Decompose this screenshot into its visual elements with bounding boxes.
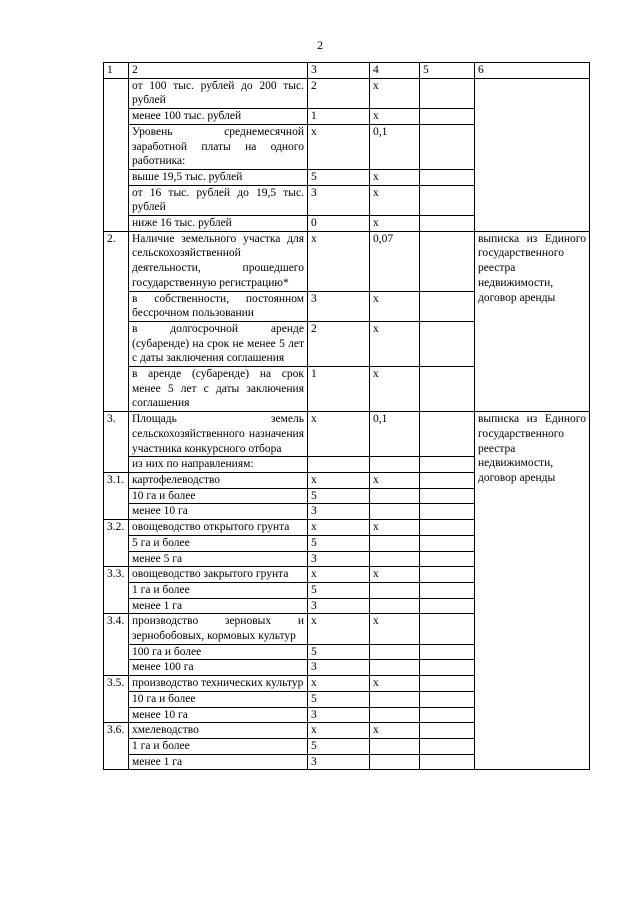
col5-cell [420,291,475,321]
row-number-cell: 3.6. [104,723,129,770]
weight-cell: х [370,109,420,125]
col5-cell [420,472,475,488]
row-number-cell: 3.2. [104,520,129,567]
criterion-cell: менее 1 га [129,754,308,770]
weight-cell [370,535,420,551]
table-row [104,78,590,108]
col5-cell [420,78,475,108]
points-cell: 3 [308,660,370,676]
points-cell: 3 [308,504,370,520]
criterion-cell: от 16 тыс. рублей до 19,5 тыс. рублей [129,185,308,215]
col5-cell [420,754,475,770]
criterion-cell: менее 10 га [129,707,308,723]
weight-cell: х [370,472,420,488]
points-cell: 0 [308,216,370,232]
criterion-cell: 5 га и более [129,535,308,551]
col5-cell [420,520,475,536]
col5-cell [420,231,475,291]
points-cell: 5 [308,535,370,551]
points-cell: 5 [308,691,370,707]
col5-cell [420,676,475,692]
col5-cell [420,723,475,739]
points-cell: 3 [308,598,370,614]
col-header-6: 6 [475,63,590,79]
col5-cell [420,367,475,412]
criterion-cell: хмелеводство [129,723,308,739]
points-cell: х [308,124,370,169]
points-cell: х [308,412,370,457]
weight-cell: х [370,321,420,366]
criterion-cell: 1 га и более [129,738,308,754]
row-number-cell: 3.4. [104,614,129,676]
col5-cell [420,582,475,598]
col5-cell [420,109,475,125]
col5-cell [420,707,475,723]
col5-cell [420,644,475,660]
col5-cell [420,124,475,169]
points-cell: х [308,567,370,583]
points-cell: х [308,231,370,291]
weight-cell [370,691,420,707]
header-row [104,63,590,79]
criterion-cell: менее 1 га [129,598,308,614]
weight-cell: х [370,367,420,412]
weight-cell: х [370,723,420,739]
document-cell: выписка из Единого государственного реестра недвижимости, договор аренды [475,231,590,411]
points-cell: 5 [308,488,370,504]
weight-cell: х [370,676,420,692]
points-cell: х [308,472,370,488]
row-number-cell: 2. [104,231,129,411]
weight-cell: х [370,520,420,536]
weight-cell: х [370,567,420,583]
weight-cell [370,644,420,660]
points-cell: 5 [308,738,370,754]
row-number-cell: 3. [104,412,129,473]
col5-cell [420,660,475,676]
criterion-cell: Наличие земельного участка для сельскохозяйственной деятельности, прошедшего государственную регистрацию* [129,231,308,291]
document-cell [475,78,590,231]
points-cell: 5 [308,582,370,598]
col-header-3: 3 [308,63,370,79]
col-header-4: 4 [370,63,420,79]
criterion-cell: 100 га и более [129,644,308,660]
row-number-cell [104,78,129,231]
col-header-5: 5 [420,63,475,79]
weight-cell: х [370,216,420,232]
points-cell: 3 [308,754,370,770]
criterion-cell: производство зерновых и зернобобовых, кормовых культур [129,614,308,644]
weight-cell: х [370,614,420,644]
col5-cell [420,321,475,366]
table-row [104,231,590,291]
points-cell: 1 [308,109,370,125]
weight-cell [370,598,420,614]
points-cell: 1 [308,367,370,412]
weight-cell: х [370,185,420,215]
weight-cell: х [370,169,420,185]
criterion-cell: Уровень среднемесячной заработной платы на одного работника: [129,124,308,169]
col5-cell [420,691,475,707]
col5-cell [420,185,475,215]
points-cell: 3 [308,291,370,321]
points-cell: 3 [308,551,370,567]
weight-cell: 0,1 [370,124,420,169]
col5-cell [420,598,475,614]
weight-cell [370,488,420,504]
document-cell: выписка из Единого государственного реестра недвижимости, договор аренды [475,412,590,770]
col5-cell [420,567,475,583]
col5-cell [420,504,475,520]
weight-cell: х [370,78,420,108]
col5-cell [420,551,475,567]
col5-cell [420,457,475,473]
col5-cell [420,614,475,644]
points-cell: х [308,520,370,536]
weight-cell [370,754,420,770]
criterion-cell: 10 га и более [129,691,308,707]
criterion-cell: в долгосрочной аренде (субаренде) на срок не менее 5 лет с даты заключения соглашения [129,321,308,366]
criterion-cell: менее 10 га [129,504,308,520]
weight-cell: х [370,291,420,321]
criterion-cell: овощеводство открытого грунта [129,520,308,536]
col5-cell [420,216,475,232]
criterion-cell: ниже 16 тыс. рублей [129,216,308,232]
page-number: 2 [317,38,323,52]
weight-cell [370,660,420,676]
points-cell: 3 [308,707,370,723]
criterion-cell: в собственности, постоянном бессрочном пользовании [129,291,308,321]
criterion-cell: из них по направлениям: [129,457,308,473]
criterion-cell: 10 га и более [129,488,308,504]
points-cell: 5 [308,644,370,660]
criterion-cell: менее 5 га [129,551,308,567]
col-header-1: 1 [104,63,129,79]
col5-cell [420,169,475,185]
weight-cell: 0,1 [370,412,420,457]
row-number-cell: 3.5. [104,676,129,723]
points-cell: х [308,676,370,692]
criterion-cell: от 100 тыс. рублей до 200 тыс. рублей [129,78,308,108]
table-row [104,412,590,457]
weight-cell [370,551,420,567]
criterion-cell: овощеводство закрытого грунта [129,567,308,583]
points-cell: х [308,614,370,644]
criterion-cell: производство технических культур [129,676,308,692]
weight-cell [370,504,420,520]
weight-cell: 0,07 [370,231,420,291]
criterion-cell: выше 19,5 тыс. рублей [129,169,308,185]
col5-cell [420,535,475,551]
criterion-cell: картофелеводство [129,472,308,488]
criterion-cell: в аренде (субаренде) на срок менее 5 лет с даты заключения соглашения [129,367,308,412]
row-number-cell: 3.1. [104,472,129,519]
col-header-2: 2 [129,63,308,79]
points-cell: х [308,723,370,739]
criteria-table [103,62,590,770]
col5-cell [420,488,475,504]
points-cell: 5 [308,169,370,185]
points-cell: 2 [308,78,370,108]
weight-cell [370,582,420,598]
weight-cell [370,738,420,754]
points-cell: 2 [308,321,370,366]
col5-cell [420,738,475,754]
points-cell [308,457,370,473]
weight-cell [370,457,420,473]
criterion-cell: 1 га и более [129,582,308,598]
criterion-cell: Площадь земель сельскохозяйственного назначения участника конкурсного отбора [129,412,308,457]
criterion-cell: менее 100 тыс. рублей [129,109,308,125]
weight-cell [370,707,420,723]
col5-cell [420,412,475,457]
row-number-cell: 3.3. [104,567,129,614]
criterion-cell: менее 100 га [129,660,308,676]
points-cell: 3 [308,185,370,215]
